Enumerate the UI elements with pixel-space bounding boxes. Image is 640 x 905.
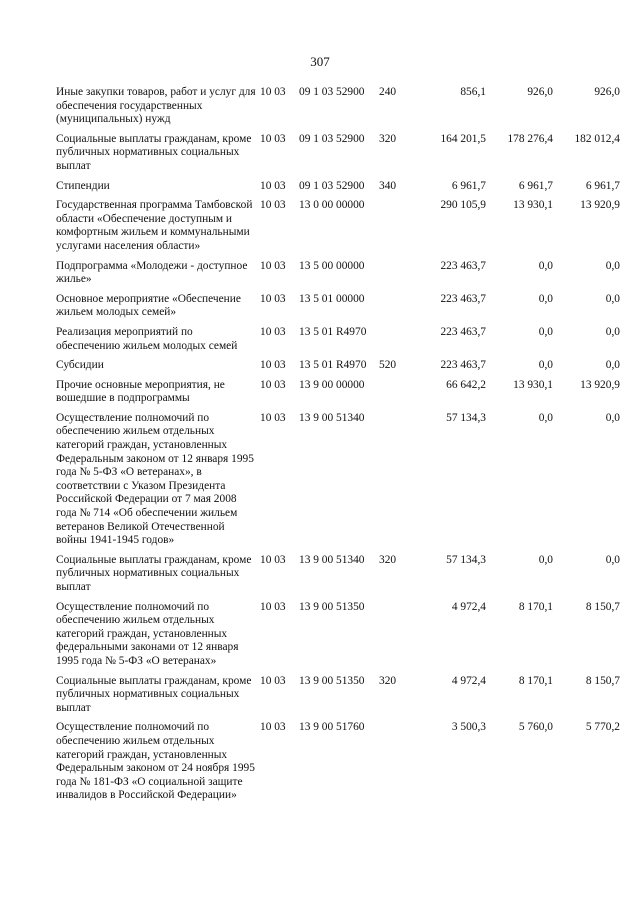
row-name: Субсидии bbox=[56, 359, 104, 372]
amount-year-1: 223 463,7 bbox=[440, 292, 486, 305]
target-article-code: 13 9 00 51760 bbox=[299, 721, 365, 734]
target-article-code: 13 9 00 00000 bbox=[299, 378, 365, 391]
expense-type-code bbox=[379, 721, 409, 803]
row-name: Подпрограмма «Молодежи - доступное жилье» bbox=[56, 259, 248, 286]
amount-year-2: 8 170,1 bbox=[518, 674, 553, 687]
amount-year-1: 164 201,5 bbox=[440, 132, 486, 145]
amount-year-3: 0,0 bbox=[605, 325, 620, 338]
section-code: 10 03 bbox=[260, 378, 286, 391]
section-code: 10 03 bbox=[260, 199, 286, 212]
amount-year-3: 0,0 bbox=[605, 553, 620, 566]
amount-year-1: 223 463,7 bbox=[440, 325, 486, 338]
expense-type-code: 520 bbox=[379, 359, 397, 372]
expense-type-code bbox=[379, 379, 409, 406]
row-name: Прочие основные мероприятия, не вошедшие в подпрограммы bbox=[56, 378, 225, 405]
amount-year-2: 6 961,7 bbox=[518, 179, 553, 192]
amount-year-2: 0,0 bbox=[538, 259, 553, 272]
row-name: Стипендии bbox=[56, 179, 110, 192]
table-row bbox=[56, 180, 620, 194]
row-name: Осуществление полномочий по обеспечению жильем отдельных категорий граждан, установленных федеральными законами от 12 января 1995 года № 5-ФЗ «О ветеранах» bbox=[56, 600, 239, 667]
section-code: 10 03 bbox=[260, 553, 286, 566]
amount-year-3: 926,0 bbox=[594, 86, 620, 98]
amount-year-1: 4 972,4 bbox=[451, 674, 486, 687]
amount-year-3: 0,0 bbox=[605, 292, 620, 305]
amount-year-3: 13 920,9 bbox=[580, 378, 620, 391]
table-row bbox=[56, 133, 620, 174]
expense-type-code: 340 bbox=[379, 179, 397, 192]
table-row bbox=[56, 675, 620, 716]
row-name: Иные закупки товаров, работ и услуг для обеспечения государственных (муниципальных) нужд bbox=[56, 86, 256, 126]
table-row bbox=[56, 554, 620, 595]
amount-year-2: 0,0 bbox=[538, 411, 553, 424]
section-code: 10 03 bbox=[260, 721, 286, 734]
section-code: 10 03 bbox=[260, 674, 286, 687]
section-code: 10 03 bbox=[260, 179, 286, 192]
amount-year-1: 6 961,7 bbox=[451, 179, 486, 192]
section-code: 10 03 bbox=[260, 600, 286, 613]
section-code: 10 03 bbox=[260, 325, 286, 338]
target-article-code: 09 1 03 52900 bbox=[299, 179, 365, 192]
amount-year-1: 223 463,7 bbox=[440, 359, 486, 372]
amount-year-3: 6 961,7 bbox=[585, 179, 620, 192]
row-name: Осуществление полномочий по обеспечению жильем отдельных категорий граждан, установленных Федеральным законом от 24 ноября 1995 года № 181-ФЗ «О социальной защите инвалидов в Российской Федерации» bbox=[56, 721, 255, 802]
amount-year-3: 13 920,9 bbox=[580, 199, 620, 212]
expense-type-code bbox=[379, 293, 409, 320]
amount-year-2: 926,0 bbox=[527, 86, 553, 98]
section-code: 10 03 bbox=[260, 411, 286, 424]
target-article-code: 13 5 01 R4970 bbox=[299, 325, 367, 338]
target-article-code: 13 9 00 51340 bbox=[299, 553, 365, 566]
amount-year-1: 66 642,2 bbox=[446, 378, 486, 391]
amount-year-3: 5 770,2 bbox=[585, 721, 620, 734]
expense-type-code bbox=[379, 326, 409, 353]
expense-type-code: 320 bbox=[379, 132, 397, 145]
expense-type-code bbox=[379, 199, 409, 253]
expense-type-code bbox=[379, 260, 409, 287]
target-article-code: 13 9 00 51350 bbox=[299, 600, 365, 613]
target-article-code: 09 1 03 52900 bbox=[299, 132, 365, 145]
section-code: 10 03 bbox=[260, 292, 286, 305]
target-article-code: 09 1 03 52900 bbox=[299, 86, 365, 98]
table-row bbox=[56, 412, 620, 548]
row-name: Реализация мероприятий по обеспечению жильем молодых семей bbox=[56, 325, 238, 352]
table-row bbox=[56, 293, 620, 320]
amount-year-1: 4 972,4 bbox=[451, 600, 486, 613]
expense-type-code bbox=[379, 412, 409, 548]
amount-year-2: 13 930,1 bbox=[513, 378, 553, 391]
row-name: Социальные выплаты гражданам, кроме публичных нормативных социальных выплат bbox=[56, 674, 252, 714]
amount-year-1: 57 134,3 bbox=[446, 411, 486, 424]
amount-year-1: 856,1 bbox=[460, 86, 486, 98]
expense-type-code bbox=[379, 601, 409, 669]
amount-year-3: 0,0 bbox=[605, 359, 620, 372]
row-name: Осуществление полномочий по обеспечению жильем отдельных категорий граждан, установленных Федеральным законом от 12 января 1995 года № 5-ФЗ «О ветеранах», в соответствии с Указом Президента Российской Федерации от 7 мая 2008 года № 714 «Об обеспечении жильем ветеранов Великой Отечественной войны 1941-1945 годов» bbox=[56, 411, 254, 547]
section-code: 10 03 bbox=[260, 132, 286, 145]
table-row bbox=[56, 601, 620, 669]
budget-table bbox=[56, 86, 620, 803]
amount-year-1: 3 500,3 bbox=[451, 721, 486, 734]
table-row bbox=[56, 326, 620, 353]
amount-year-3: 182 012,4 bbox=[574, 132, 620, 145]
target-article-code: 13 9 00 51350 bbox=[299, 674, 365, 687]
expense-type-code: 240 bbox=[379, 86, 397, 98]
expense-type-code: 320 bbox=[379, 553, 397, 566]
target-article-code: 13 5 01 R4970 bbox=[299, 359, 367, 372]
expense-type-code: 320 bbox=[379, 674, 397, 687]
amount-year-3: 0,0 bbox=[605, 259, 620, 272]
table-row bbox=[56, 260, 620, 287]
amount-year-2: 5 760,0 bbox=[518, 721, 553, 734]
section-code: 10 03 bbox=[260, 359, 286, 372]
section-code: 10 03 bbox=[260, 259, 286, 272]
amount-year-2: 0,0 bbox=[538, 359, 553, 372]
amount-year-1: 290 105,9 bbox=[440, 199, 486, 212]
table-row bbox=[56, 359, 620, 373]
row-name: Государственная программа Тамбовской области «Обеспечение доступным и комфортным жильем и коммунальными услугами населения области» bbox=[56, 199, 253, 252]
table-row bbox=[56, 199, 620, 253]
amount-year-3: 0,0 bbox=[605, 411, 620, 424]
amount-year-2: 0,0 bbox=[538, 292, 553, 305]
amount-year-2: 0,0 bbox=[538, 553, 553, 566]
amount-year-1: 57 134,3 bbox=[446, 553, 486, 566]
amount-year-1: 223 463,7 bbox=[440, 259, 486, 272]
row-name: Социальные выплаты гражданам, кроме публичных нормативных социальных выплат bbox=[56, 132, 252, 172]
target-article-code: 13 9 00 51340 bbox=[299, 411, 365, 424]
amount-year-3: 8 150,7 bbox=[585, 600, 620, 613]
table-row bbox=[56, 379, 620, 406]
target-article-code: 13 5 00 00000 bbox=[299, 259, 365, 272]
budget-table-body bbox=[56, 86, 620, 803]
amount-year-2: 8 170,1 bbox=[518, 600, 553, 613]
amount-year-3: 8 150,7 bbox=[585, 674, 620, 687]
section-code: 10 03 bbox=[260, 86, 286, 98]
row-name: Социальные выплаты гражданам, кроме публичных нормативных социальных выплат bbox=[56, 553, 252, 593]
table-row bbox=[56, 721, 620, 803]
target-article-code: 13 0 00 00000 bbox=[299, 199, 365, 212]
amount-year-2: 178 276,4 bbox=[507, 132, 553, 145]
amount-year-2: 13 930,1 bbox=[513, 199, 553, 212]
row-name: Основное мероприятие «Обеспечение жильем молодых семей» bbox=[56, 292, 241, 319]
amount-year-2: 0,0 bbox=[538, 325, 553, 338]
table-row bbox=[56, 86, 620, 127]
target-article-code: 13 5 01 00000 bbox=[299, 292, 365, 305]
page-number: 307 bbox=[310, 54, 330, 69]
